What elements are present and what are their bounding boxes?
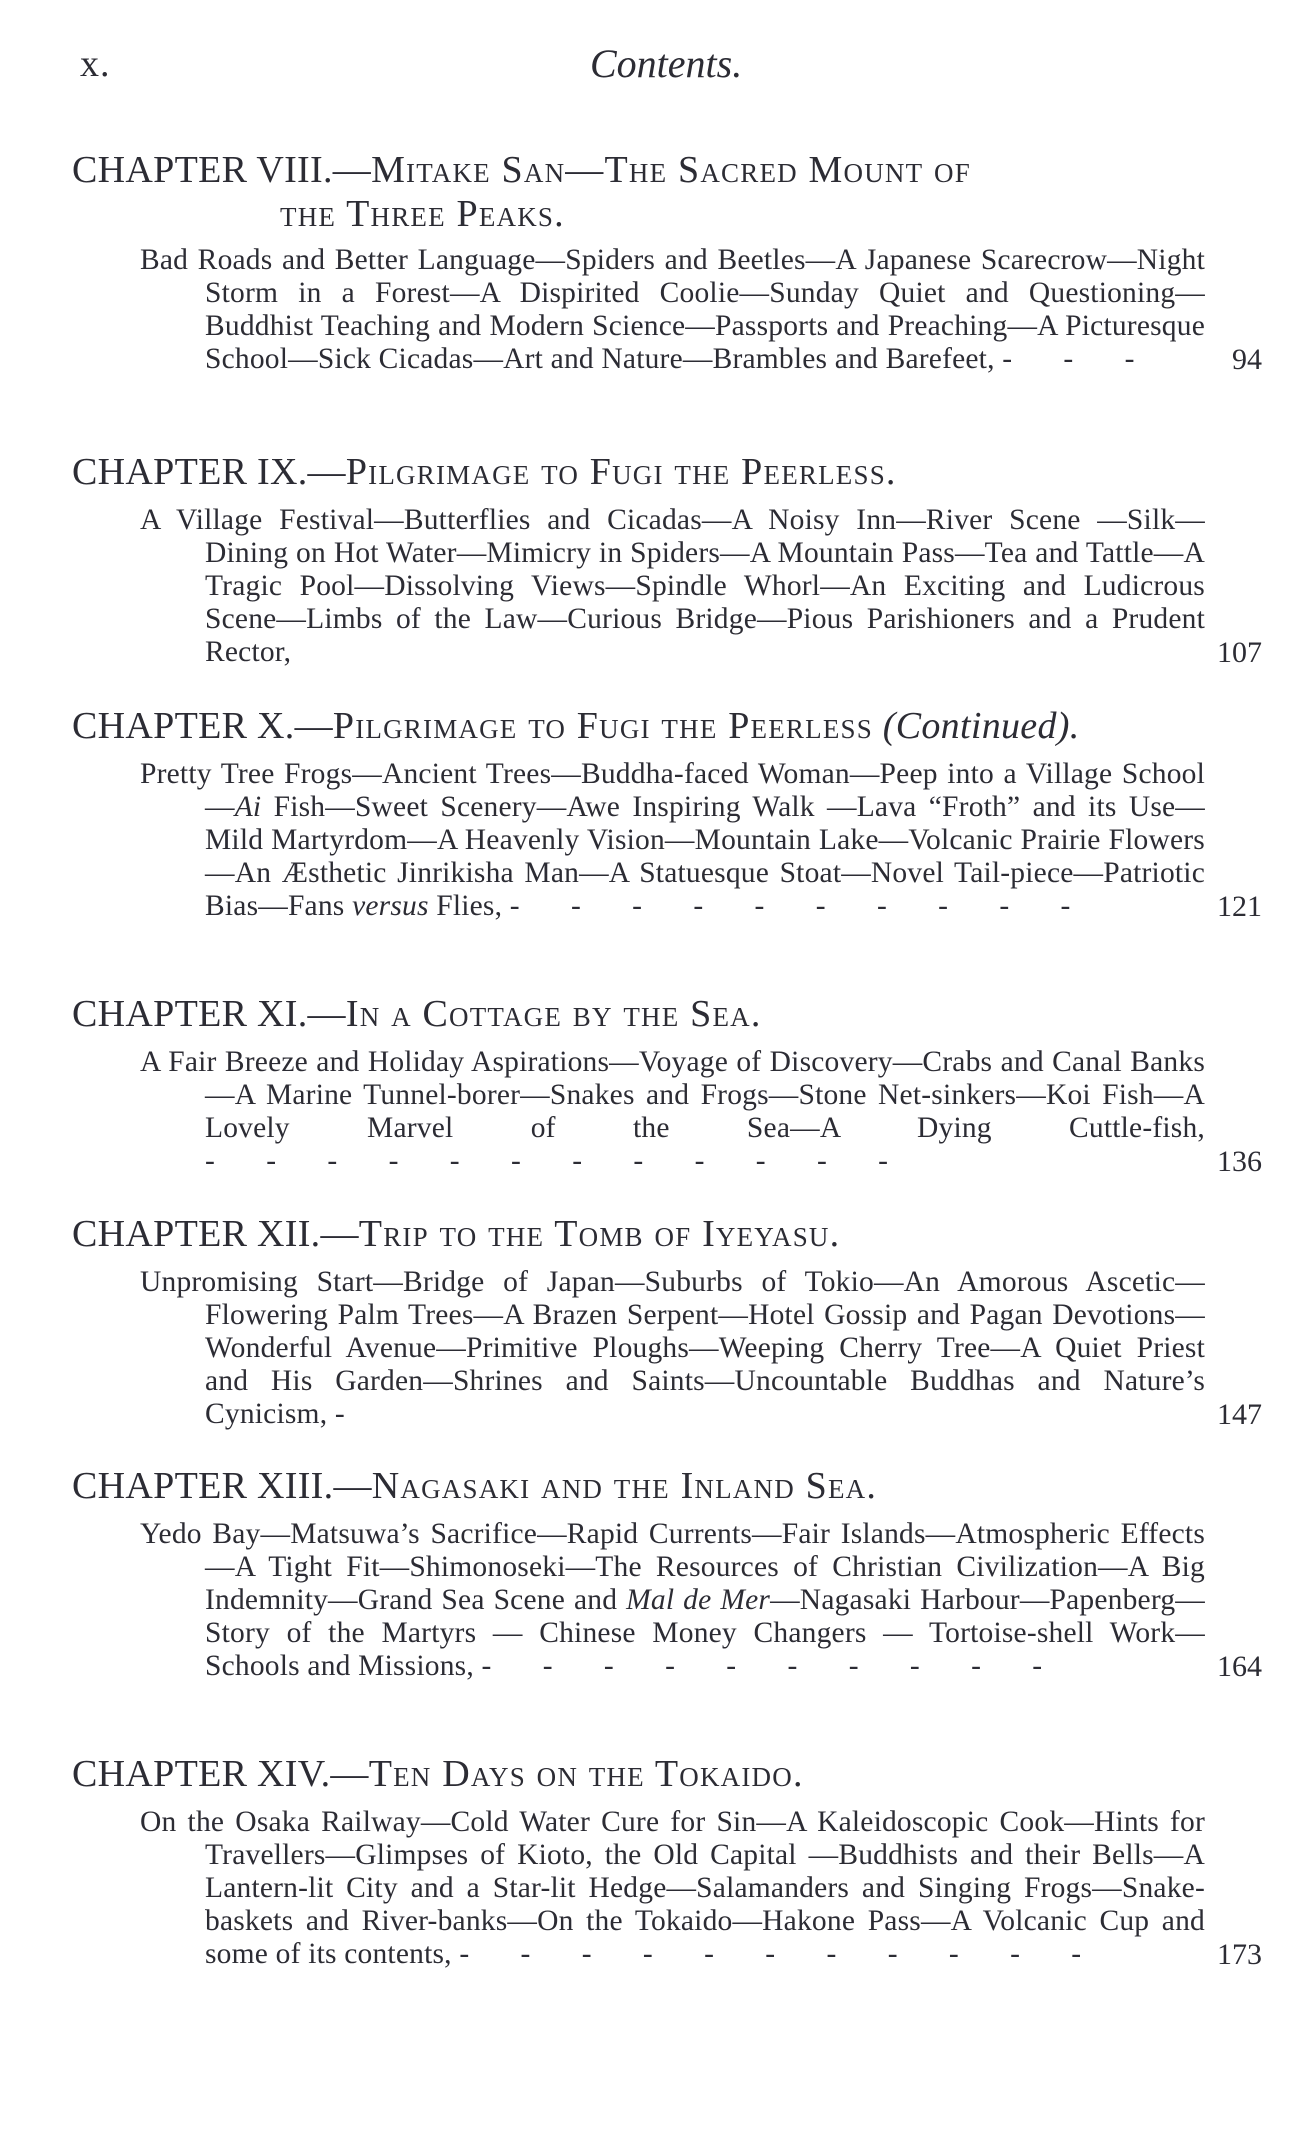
chapter-heading	[72, 1464, 1262, 1508]
chapter-heading	[72, 1752, 1262, 1796]
chapter-heading	[72, 704, 1262, 748]
chapter-title: Ten Days on the Tokaido.	[368, 1753, 804, 1795]
chapter-page-number: 121	[1217, 890, 1262, 923]
chapter-heading	[72, 992, 1262, 1036]
chapter-page-number: 173	[1217, 1938, 1262, 1971]
chapter-summary	[140, 1518, 1205, 1683]
chapter-heading	[72, 450, 1262, 494]
chapter-number: CHAPTER IX.—	[72, 451, 346, 493]
chapter-entry-xi	[72, 992, 1262, 1178]
chapter-title-continued-note: (Continued).	[882, 705, 1080, 747]
dot-leader: - - - - - - - - - - - -	[205, 1145, 911, 1177]
chapter-page-number: 147	[1217, 1398, 1262, 1431]
summary-text: Pretty Tree Frogs—Ancient Trees—Buddha-faced Woman—Peep into a Village School—	[140, 758, 1205, 823]
summary-text-end: Flies,	[428, 890, 503, 922]
summary-italic-phrase: Mal de Mer	[626, 1584, 771, 1616]
page-number: x.	[80, 43, 111, 85]
chapter-summary	[140, 504, 1205, 669]
chapter-page-number: 107	[1217, 636, 1262, 669]
dot-leader: -	[334, 1398, 367, 1430]
summary-text-continued: —Nagasaki Harbour—Papenberg—Story of the Martyrs — Chinese Money Changers — Tortoise-shell Work—Schools and Missions,	[205, 1584, 1205, 1682]
chapter-number: CHAPTER XII.—	[72, 1213, 359, 1255]
summary-italic-word: versus	[352, 890, 429, 922]
chapter-summary	[140, 1806, 1205, 1971]
chapter-summary	[140, 758, 1205, 923]
chapter-title: Pilgrimage to Fugi the Peerless.	[345, 451, 897, 493]
chapter-title: Nagasaki and the Inland Sea.	[371, 1465, 878, 1507]
chapter-heading	[72, 1212, 1262, 1256]
chapter-summary	[140, 244, 1205, 376]
chapter-title: Trip to the Tomb of Iyeyasu.	[358, 1213, 841, 1255]
dot-leader: - - -	[1002, 343, 1157, 375]
dot-leader: - - - - - - - - - -	[509, 890, 1093, 922]
chapter-entry-xii	[72, 1212, 1262, 1431]
chapter-number: CHAPTER XIV.—	[72, 1753, 369, 1795]
summary-text: On the Osaka Railway—Cold Water Cure for Sin—A Kaleidoscopic Cook—Hints for Travellers—Glimpses of Kioto, the Old Capital —Buddhists and their Bells—A Lantern-lit City and a Star-lit Hedge—Salamanders and Singing Frogs—Snake-baskets and River-banks—On the Tokaido—Hakone Pass—A Volcanic Cup and some of its contents,	[140, 1806, 1205, 1970]
chapter-number: CHAPTER VIII.—	[72, 149, 372, 191]
summary-text-continued: Fish—Sweet Scenery—Awe Inspiring Walk —Lava “Froth” and its Use—Mild Martyrdom—A Heavenly Vision—Mountain Lake—Volcanic Prairie Flowers—An Æsthetic Jinrikisha Man—A Statuesque Stoat—Novel Tail-piece—Patriotic Bias—Fans	[205, 791, 1205, 922]
chapter-title: In a Cottage by the Sea.	[345, 993, 762, 1035]
chapter-entry-x	[72, 704, 1262, 923]
chapter-number: CHAPTER XIII.—	[72, 1465, 372, 1507]
chapter-title: Pilgrimage to Fugi the Peerless	[332, 705, 873, 747]
page-title: Contents.	[590, 41, 743, 86]
summary-text: Yedo Bay—Matsuwa’s Sacrifice—Rapid Currents—Fair Islands—Atmospheric Effects—A Tight Fit—Shimonoseki—The Resources of Christian Civilization—A Big Indemnity—Grand Sea Scene and	[140, 1518, 1205, 1616]
chapter-entry-xiii	[72, 1464, 1262, 1683]
summary-text: A Fair Breeze and Holiday Aspirations—Voyage of Discovery—Crabs and Canal Banks—A Marine Tunnel-borer—Snakes and Frogs—Stone Net-sinkers—Koi Fish—A Lovely Marvel of the Sea—A Dying Cuttle-fish,	[140, 1046, 1205, 1144]
dot-leader: - - - - - - - - - - -	[459, 1938, 1104, 1970]
chapter-entry-ix	[72, 450, 1262, 669]
dot-leader: - - - - - - - - - -	[481, 1650, 1065, 1682]
chapter-title: Mitake San—The Sacred Mount of	[371, 149, 971, 191]
summary-text: A Village Festival—Butterflies and Cicadas—A Noisy Inn—River Scene —Silk—Dining on Hot Water—Mimicry in Spiders—A Mountain Pass—Tea and Tattle—A Tragic Pool—Dissolving Views—Spindle Whorl—An Exciting and Ludicrous Scene—Limbs of the Law—Curious Bridge—Pious Parishioners and a Prudent Rector,	[140, 504, 1205, 668]
running-head	[80, 42, 1250, 102]
chapter-summary	[140, 1266, 1205, 1431]
chapter-number: CHAPTER X.—	[72, 705, 333, 747]
chapter-page-number: 94	[1232, 343, 1262, 376]
summary-text: Bad Roads and Better Language—Spiders and Beetles—A Japanese Scarecrow—Night Storm in a Forest—A Dispirited Coolie—Sunday Quiet and Questioning—Buddhist Teaching and Modern Science—Passports and Preaching—A Picturesque School—Sick Cicadas—Art and Nature—Brambles and Barefeet,	[140, 244, 1205, 375]
summary-italic-word: Ai	[234, 791, 262, 823]
chapter-entry-xiv	[72, 1752, 1262, 1971]
summary-text: Unpromising Start—Bridge of Japan—Suburbs of Tokio—An Amorous Ascetic—Flowering Palm Trees—A Brazen Serpent—Hotel Gossip and Pagan Devotions—Wonderful Avenue—Primitive Ploughs—Weeping Cherry Tree—A Quiet Priest and His Garden—Shrines and Saints—Uncountable Buddhas and Nature’s Cynicism,	[140, 1266, 1205, 1430]
chapter-summary	[140, 1046, 1205, 1178]
chapter-title-continued: the Three Peaks.	[280, 193, 565, 235]
chapter-number: CHAPTER XI.—	[72, 993, 346, 1035]
chapter-page-number: 136	[1217, 1145, 1262, 1178]
chapter-heading	[72, 148, 1262, 236]
chapter-page-number: 164	[1217, 1650, 1262, 1683]
chapter-entry-viii	[72, 148, 1262, 376]
